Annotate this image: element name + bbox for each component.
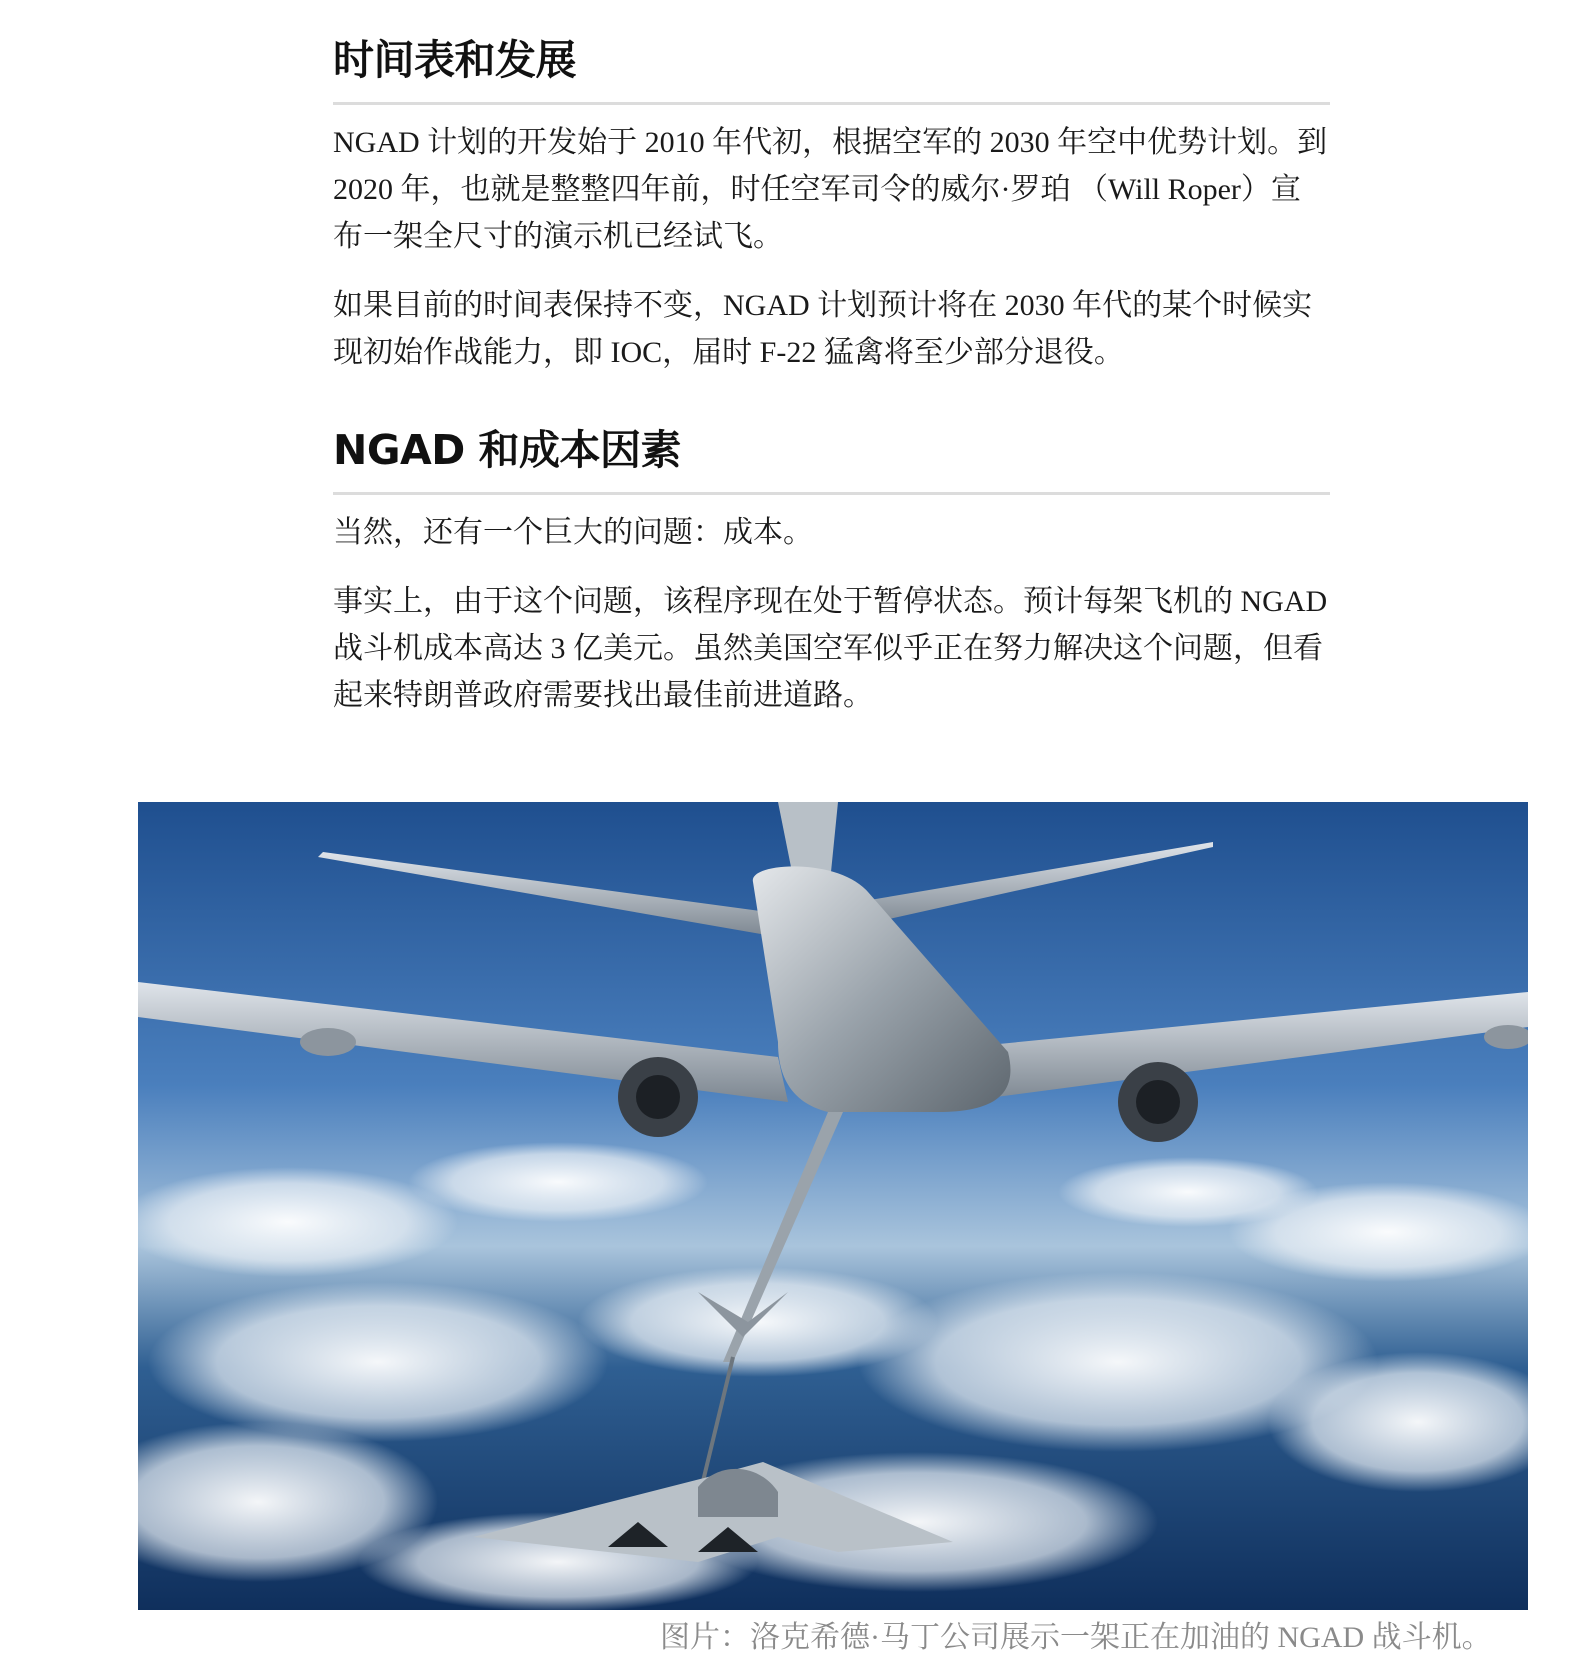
paragraph: 当然，还有一个巨大的问题：成本。 [333,516,813,549]
heading-divider [333,102,1330,105]
paragraph: NGAD 计划的开发始于 2010 年代初，根据空军的 2030 年空中优势计划。到 2020 年，也就是整整四年前，时任空军司令的威尔·罗珀 （Will Roper）宣布一架全尺寸的演示机已经试飞。 [333,126,1328,253]
section-heading-timeline: 时间表和发展 [333,36,576,84]
paragraph: 如果目前的时间表保持不变，NGAD 计划预计将在 2030 年代的某个时候实现初始作战能力，即 IOC，届时 F-22 猛禽将至少部分退役。 [333,289,1313,369]
article-image [138,802,1528,1610]
heading-divider [333,492,1330,495]
paragraph: 事实上，由于这个问题，该程序现在处于暂停状态。预计每架飞机的 NGAD 战斗机成本高达 3 亿美元。虽然美国空军似乎正在努力解决这个问题，但看起来特朗普政府需要找出最佳前进道路。 [333,585,1328,712]
refueling-illustration [138,802,1528,1610]
section-heading-cost: NGAD 和成本因素 [333,426,682,474]
article-body [333,30,1330,741]
image-caption: 图片：洛克希德·马丁公司展示一架正在加油的 NGAD 战斗机。 [660,1621,1492,1654]
